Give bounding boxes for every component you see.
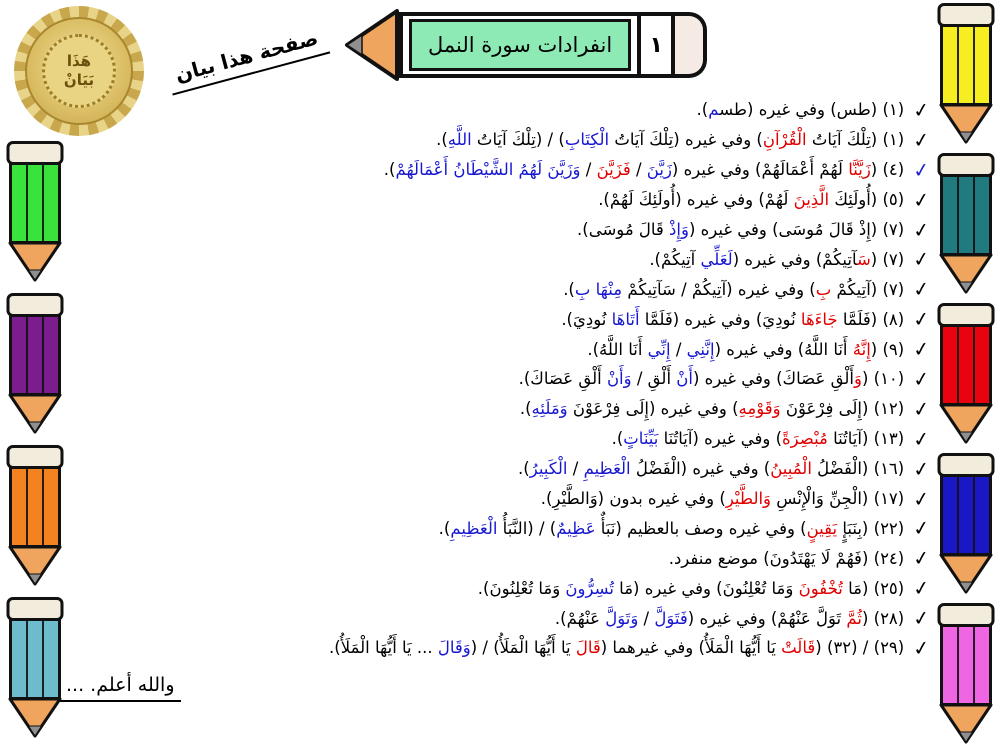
list-item-text: (١) (طس) وفي غيره (طسم). [696, 100, 905, 120]
pencil-icon [4, 140, 66, 283]
list-item-text: (٤) (زَيَّنَّا لَهُمْ أَعْمَالَهُمْ) وفي غيره (زَيَّنَ / فَزَيَّنَ / وَزَيَّنَ لَهُمُ الشَّيْطَانُ أَعْمَالَهُمْ). [383, 160, 905, 180]
left-pencils-column [4, 140, 66, 739]
list-item [30, 633, 930, 663]
list-item [30, 603, 930, 633]
check-icon: ✓ [911, 605, 932, 632]
page-title: انفرادات سورة النمل [409, 19, 631, 71]
check-icon: ✓ [911, 186, 932, 213]
list-item-text: (٩) (إِنَّهُ أَنَا اللَّهُ) وفي غيره (إِنَّنِي / إِنِّي أَنَا اللَّهُ). [587, 339, 905, 359]
list-item-text: (١٦) (الْفَضْلُ الْمُبِينُ) وفي غيره (الْفَضْلُ الْعَظِيمِ / الْكَبِيرُ). [518, 459, 905, 479]
check-icon: ✓ [911, 336, 932, 363]
pencil-eraser [675, 12, 707, 78]
list-item [30, 185, 930, 215]
list-item [30, 543, 930, 573]
check-icon: ✓ [911, 126, 932, 153]
list-item [30, 304, 930, 334]
list-item [30, 454, 930, 484]
list-item [30, 364, 930, 394]
check-icon: ✓ [911, 156, 932, 183]
pencil-icon [4, 292, 66, 435]
list-item-text: (٧) (سَآتِيكُمْ) وفي غيره (لَعَلِّي آتِيكُمْ). [649, 249, 905, 269]
list-item-text: (٧) (إِذْ قَالَ مُوسَى) وفي غيره (وَإِذْ قَالَ مُوسَى). [577, 220, 905, 239]
pencil-tip-icon [343, 8, 399, 82]
pencil-icon [935, 302, 997, 445]
list-item-text: (١٧) (الْجِنِّ وَالْإِنْسِ وَالطَّيْرِ) وفي غيره بدون (وَالطَّيْرِ). [540, 489, 905, 509]
list-item-text: (٢٥) (مَا تُخْفُونَ وَمَا تُعْلِنُونَ) وفي غيره (مَا تُسِرُّونَ وَمَا تُعْلِنُونَ). [477, 578, 905, 598]
list-item-text: (٨) (فَلَمَّا جَاءَهَا نُودِيَ) وفي غيره (فَلَمَّا أَتَاهَا نُودِيَ). [561, 309, 905, 329]
list-item-text: (١٠) (وَأَلْقِ عَصَاكَ) وفي غيره (أَنْ أَلْقِ / وَأَنْ أَلْقِ عَصَاكَ). [518, 369, 905, 389]
check-icon: ✓ [911, 246, 932, 273]
check-icon: ✓ [911, 365, 932, 393]
list-item [30, 424, 930, 454]
check-icon: ✓ [911, 96, 932, 123]
footer-note: والله أعلم. ... [60, 674, 181, 702]
list-item-text: (٢٢) (بِنَبَإٍ يَقِينٍ) وفي غيره وصف بالعظيم (نَبَأٌ عَظِيمٌ) / (النَّبَأُ الْعَظِيمِ). [438, 518, 905, 538]
list-item-text: (١٢) (إِلَى فِرْعَوْنَ وَقَوْمِهِ) وفي غيره (إِلَى فِرْعَوْنَ وَمَلَئِهِ). [519, 399, 905, 419]
list-item-text: (٢٤) (فَهُمْ لَا يَهْتَدُونَ) موضع منفرد. [668, 548, 905, 568]
list-item-text: (٢٨) (ثُمَّ تَوَلَّ عَنْهُمْ) وفي غيره (فَتَوَلَّ / وَتَوَلَّ عَنْهُمْ). [554, 608, 905, 628]
list-item [30, 244, 930, 274]
page-note: صفحة هذا بيان [165, 23, 330, 95]
title-banner-pencil [343, 8, 707, 82]
seal-text: هَذَا بَيَانْ [63, 51, 95, 89]
list-item-text: (٧) (آتِيكُمْ بِ) وفي غيره (آتِيكُمْ / سَآتِيكُمْ مِنْهَا بِ). [563, 279, 905, 299]
check-icon: ✓ [911, 545, 932, 572]
list-item [30, 95, 930, 125]
list-item [30, 125, 930, 155]
list-item [30, 513, 930, 543]
list-item-text: (١) (تِلْكَ آيَاتُ الْقُرْآنِ) وفي غيره (تِلْكَ آيَاتُ الْكِتَابِ) / (تِلْكَ آيَاتُ اللَّهِ). [436, 130, 905, 150]
page-number: ١ [637, 16, 671, 74]
pencil-icon [935, 452, 997, 595]
list-item [30, 573, 930, 603]
pencil-icon [935, 2, 997, 145]
list-item [30, 155, 930, 185]
right-pencils-column [935, 2, 997, 745]
list-item-text: (٢٩) / (٣٢) (قَالَتْ يَا أَيُّهَا الْمَلَأُ) وفي غيرهما (قَالَ يَا أَيُّهَا الْمَلَأُ) / (وَقَالَ ... يَا أَيُّهَا الْمَلَأُ). [329, 638, 905, 658]
list-item [30, 334, 930, 364]
list-item-text: (٥) (أُولَئِكَ الَّذِينَ لَهُمْ) وفي غيره (أُولَئِكَ لَهُمْ). [598, 190, 905, 210]
naml-list [30, 95, 930, 663]
check-icon: ✓ [911, 485, 932, 512]
list-item [30, 274, 930, 304]
check-icon: ✓ [911, 276, 932, 303]
check-icon: ✓ [911, 425, 932, 452]
check-icon: ✓ [911, 455, 932, 482]
pencil-icon [4, 444, 66, 587]
check-icon: ✓ [911, 515, 932, 542]
list-item [30, 215, 930, 245]
check-icon: ✓ [911, 306, 932, 333]
check-icon: ✓ [911, 575, 932, 602]
pencil-icon [935, 152, 997, 295]
list-item [30, 484, 930, 514]
list-item [30, 394, 930, 424]
check-icon: ✓ [911, 395, 932, 422]
banner-body [399, 12, 675, 78]
check-icon: ✓ [911, 634, 932, 662]
pencil-icon [4, 596, 66, 739]
check-icon: ✓ [911, 216, 932, 243]
pencil-icon [935, 602, 997, 745]
list-item-text: (١٣) (آيَاتُنَا مُبْصِرَةً) وفي غيره (آيَاتُنَا بَيِّنَاتٍ). [611, 429, 905, 449]
